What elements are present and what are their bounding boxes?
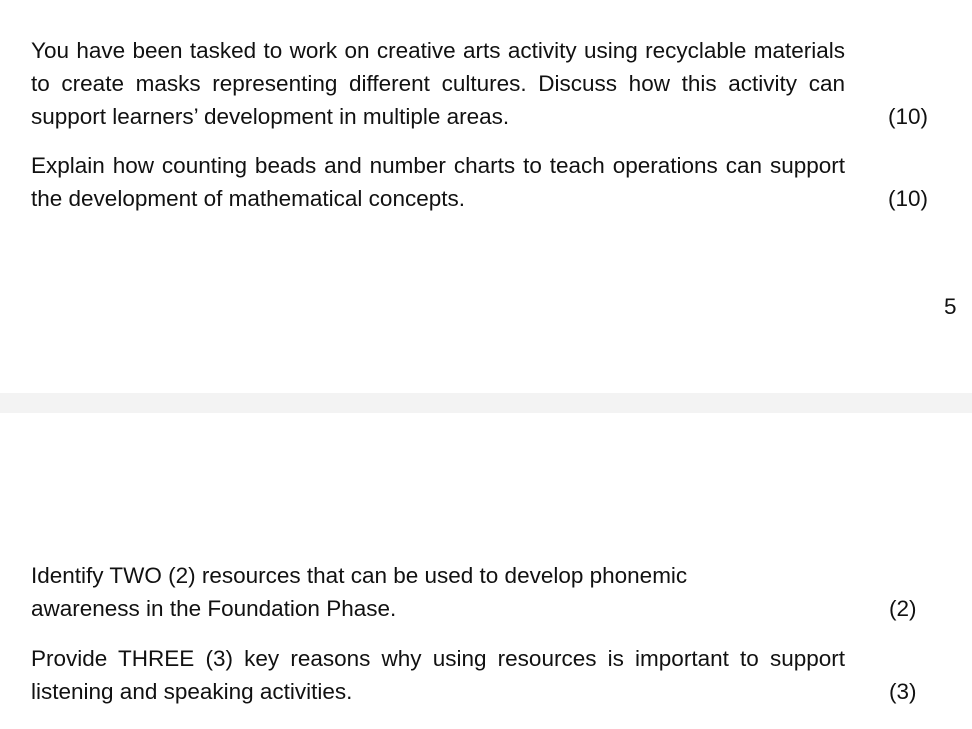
question-counting-beads: Explain how counting beads and number charts to teach operations can support the development of mathematical concepts. (31, 153, 845, 211)
question-creative-arts-masks-marks: (10) (888, 104, 929, 129)
question-phonemic-awareness-marks: (2) (889, 596, 917, 621)
question-listening-speaking: Provide THREE (3) key reasons why using resources is important to support listening and speaking activities. (31, 646, 845, 704)
page-number: 5 (944, 294, 957, 319)
question-phonemic-awareness-line-2: awareness in the Foundation Phase. (31, 596, 397, 621)
question-creative-arts-masks: You have been tasked to work on creative arts activity using recyclable materials to create masks representing different cultures. Discuss how this activity can support learners’ development in multiple areas. (31, 38, 845, 129)
document-page-bottom (0, 413, 972, 729)
question-counting-beads-marks: (10) (888, 186, 929, 211)
question-listening-speaking-marks: (3) (889, 679, 917, 704)
question-phonemic-awareness (31, 559, 845, 625)
question-phonemic-awareness-line-1: Identify TWO (2) resources that can be used to develop phonemic (31, 563, 688, 588)
